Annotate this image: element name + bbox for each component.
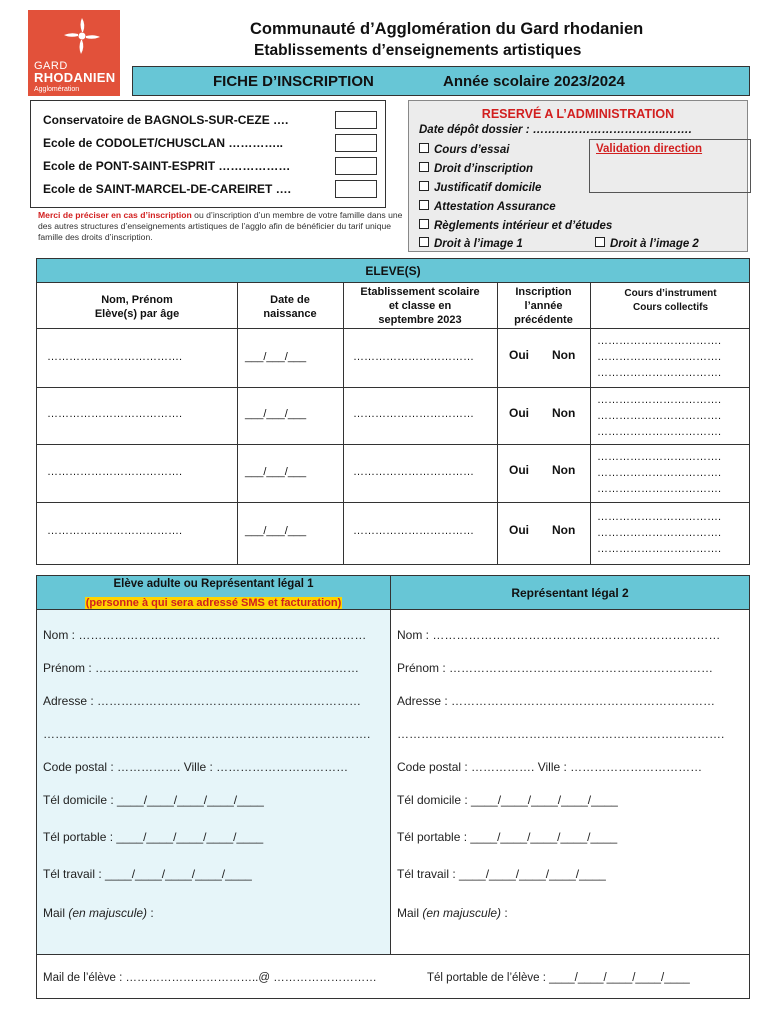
birthdate-blank[interactable]: ___/___/___ [245, 408, 307, 420]
rep2-code-postal-ville[interactable]: Code postal : ……………. Ville : …………………………… [397, 760, 703, 774]
logo-line3: Agglomération [34, 86, 80, 93]
non-option[interactable]: Non [552, 523, 576, 537]
school-label: Conservatoire de BAGNOLS-SUR-CEZE …. [43, 113, 289, 127]
school-checkbox[interactable] [335, 180, 377, 198]
form-title: FICHE D’INSCRIPTION [213, 73, 374, 90]
school-year: Année scolaire 2023/2024 [443, 73, 625, 90]
rep1-nom[interactable]: Nom : ……………………………………………………………… [43, 628, 367, 642]
col-school-header: Etablissement scolaire et classe en septembre 2023 [360, 286, 480, 326]
schools-box [30, 100, 386, 208]
image-right-2: Droit à l’image 2 [610, 238, 699, 250]
course-blank[interactable]: ……………………………. [597, 426, 722, 438]
checkbox[interactable] [419, 237, 429, 247]
rep2-tel-portable[interactable]: Tél portable : ____/____/____/____/____ [397, 830, 618, 844]
rep1-tel-domicile[interactable]: Tél domicile : ____/____/____/____/____ [43, 793, 264, 807]
rep1-code-postal-ville[interactable]: Code postal : ……………. Ville : …………………………… [43, 760, 349, 774]
org-subtitle: Etablissements d’enseignements artistiques [254, 42, 582, 59]
student-mail[interactable]: Mail de l’élève : ……………………………..@ ……………………… [43, 972, 377, 984]
rep1-subtitle: (personne à qui sera adressé SMS et facturation) [85, 597, 342, 609]
rep2-nom[interactable]: Nom : ……………………………………………………………… [397, 628, 721, 642]
oui-option[interactable]: Oui [509, 406, 529, 420]
note-text: ou d’inscription d’un membre de votre famille dans une des autres structures d’enseignements artistiques de l’agglo afin de bénéficier du tarif unique famille des droits d’inscription. [38, 210, 403, 242]
rep1-mail[interactable]: Mail (en majuscule) : [43, 906, 154, 920]
name-blank[interactable]: ………………………………. [47, 466, 183, 478]
school-blank[interactable]: …………………………… [353, 525, 474, 537]
date-depot: Date dépôt dossier : ……………………………..……. [419, 124, 692, 136]
rep1-tel-portable[interactable]: Tél portable : ____/____/____/____/____ [43, 830, 264, 844]
admin-item: Cours d’essai [434, 144, 510, 156]
school-label: Ecole de CODOLET/CHUSCLAN ………….. [43, 136, 284, 150]
image-right-1: Droit à l’image 1 [434, 238, 523, 250]
rep1-header [37, 576, 391, 610]
admin-item: Règlements intérieur et d’études [434, 220, 613, 232]
course-blank[interactable]: ……………………………. [597, 511, 722, 523]
rep2-adresse[interactable]: Adresse : ………………………………………………………… [397, 694, 716, 708]
school-blank[interactable]: …………………………… [353, 351, 474, 363]
birthdate-blank[interactable]: ___/___/___ [245, 525, 307, 537]
rep1-adresse[interactable]: Adresse : ………………………………………………………… [43, 694, 362, 708]
school-label: Ecole de SAINT-MARCEL-DE-CAREIRET …. [43, 182, 292, 196]
validation-box [589, 139, 751, 193]
admin-item: Attestation Assurance [434, 201, 556, 213]
course-blank[interactable]: ……………………………. [597, 394, 722, 406]
rep1-adresse-line2[interactable]: ………………………………………………………………………. [43, 727, 371, 741]
school-blank[interactable]: …………………………… [353, 408, 474, 420]
students-table [36, 258, 750, 565]
rep2-adresse-line2[interactable]: ………………………………………………………………………. [397, 727, 725, 741]
admin-box [408, 100, 748, 252]
non-option[interactable]: Non [552, 348, 576, 362]
logo-line1: GARD [34, 60, 68, 72]
representatives-box [36, 575, 750, 999]
banner [132, 66, 750, 96]
course-blank[interactable]: ……………………………. [597, 483, 722, 495]
col-courses-header: Cours d’instrument Cours collectifs [624, 288, 717, 313]
course-blank[interactable]: ……………………………. [597, 451, 722, 463]
name-blank[interactable]: ………………………………. [47, 351, 183, 363]
non-option[interactable]: Non [552, 406, 576, 420]
note-highlight: Merci de préciser en cas d’inscription [38, 210, 192, 220]
name-blank[interactable]: ………………………………. [47, 525, 183, 537]
non-option[interactable]: Non [552, 463, 576, 477]
checkbox[interactable] [419, 162, 429, 172]
name-blank[interactable]: ………………………………. [47, 408, 183, 420]
checkbox[interactable] [419, 143, 429, 153]
course-blank[interactable]: ……………………………. [597, 467, 722, 479]
admin-item: Droit d’inscription [434, 163, 534, 175]
oui-option[interactable]: Oui [509, 523, 529, 537]
school-checkbox[interactable] [335, 111, 377, 129]
logo-line2: RHODANIEN [34, 70, 116, 85]
student-phone[interactable]: Tél portable de l’élève : ____/____/____/____/____ [427, 972, 690, 984]
oui-option[interactable]: Oui [509, 348, 529, 362]
col-name-header: Nom, Prénom Elève(s) par âge [94, 294, 180, 320]
school-label: Ecole de PONT-SAINT-ESPRIT ……………… [43, 159, 291, 173]
rep2-tel-domicile[interactable]: Tél domicile : ____/____/____/____/____ [397, 793, 618, 807]
rep1-tel-travail[interactable]: Tél travail : ____/____/____/____/____ [43, 867, 252, 881]
rep2-header [391, 576, 749, 610]
family-note [38, 210, 404, 243]
school-checkbox[interactable] [335, 157, 377, 175]
course-blank[interactable]: ……………………………. [597, 335, 722, 347]
oui-option[interactable]: Oui [509, 463, 529, 477]
checkbox[interactable] [595, 237, 605, 247]
rep1-prenom[interactable]: Prénom : ………………………………………………………… [43, 661, 360, 675]
logo [28, 10, 120, 96]
admin-item: Justificatif domicile [434, 182, 542, 194]
school-checkbox[interactable] [335, 134, 377, 152]
rep2-prenom[interactable]: Prénom : ………………………………………………………… [397, 661, 714, 675]
rep1-title: Elève adulte ou Représentant légal 1 [113, 578, 314, 590]
rep2-mail[interactable]: Mail (en majuscule) : [397, 906, 508, 920]
checkbox[interactable] [419, 219, 429, 229]
course-blank[interactable]: ……………………………. [597, 410, 722, 422]
course-blank[interactable]: ……………………………. [597, 351, 722, 363]
students-title: ELEVE(S) [37, 259, 749, 283]
org-title: Communauté d’Agglomération du Gard rhodanien [250, 20, 644, 38]
school-blank[interactable]: …………………………… [353, 466, 474, 478]
col-previous-header: Inscription l’année précédente [514, 286, 573, 326]
course-blank[interactable]: ……………………………. [597, 543, 722, 555]
logo-symbol-icon [62, 16, 102, 56]
birthdate-blank[interactable]: ___/___/___ [245, 466, 307, 478]
checkbox[interactable] [419, 181, 429, 191]
col-birth-header: Date de naissance [263, 294, 317, 320]
birthdate-blank[interactable]: ___/___/___ [245, 351, 307, 363]
rep2-tel-travail[interactable]: Tél travail : ____/____/____/____/____ [397, 867, 606, 881]
admin-title: RESERVÉ A L’ADMINISTRATION [481, 107, 675, 121]
course-blank[interactable]: ……………………………. [597, 367, 722, 379]
rep2-title: Représentant légal 2 [511, 586, 629, 600]
checkbox[interactable] [419, 200, 429, 210]
validation-label: Validation direction [596, 143, 703, 155]
course-blank[interactable]: ……………………………. [597, 527, 722, 539]
